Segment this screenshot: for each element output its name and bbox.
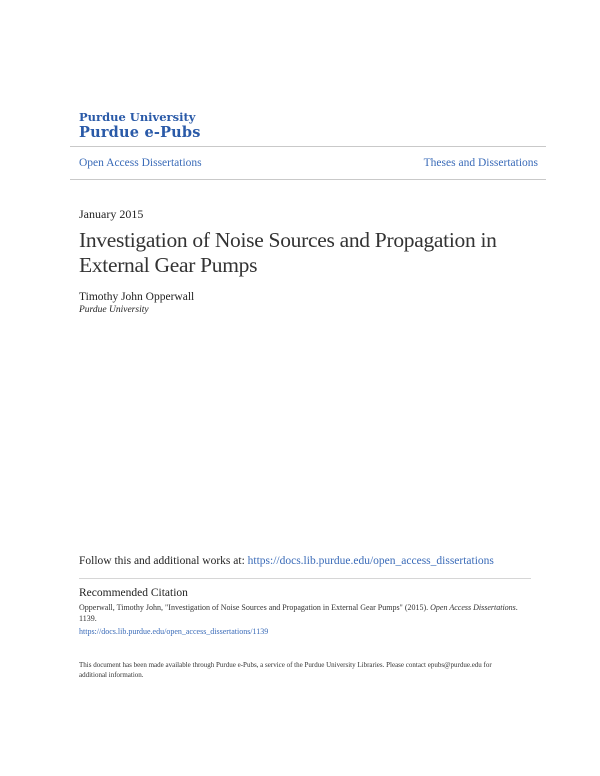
follow-line — [79, 555, 494, 567]
open-access-dissertations-link[interactable]: Open Access Dissertations — [79, 157, 202, 169]
availability-notice: This document has been made available through Purdue e-Pubs, a service of the Purdue University Libraries. Please contact epubs@purdue.edu for additional information. — [79, 661, 492, 679]
citation-link[interactable]: https://docs.lib.purdue.edu/open_access_dissertations/1139 — [79, 627, 269, 636]
theses-and-dissertations-link[interactable]: Theses and Dissertations — [423, 157, 538, 169]
citation-text — [79, 603, 529, 624]
repository-name[interactable]: Purdue e-Pubs — [79, 124, 201, 141]
header-bottom-divider — [70, 179, 546, 180]
author-affiliation: Purdue University — [79, 305, 149, 315]
citation-number: . 1139. — [79, 603, 518, 623]
header-top-divider — [70, 146, 546, 147]
citation-divider — [79, 578, 531, 579]
publication-date: January 2015 — [79, 207, 144, 221]
author-name: Timothy John Opperwall — [79, 291, 195, 303]
citation-main: Opperwall, Timothy John, "Investigation of Noise Sources and Propagation in External Gear Pumps" (2015). — [79, 603, 431, 612]
document-title: Investigation of Noise Sources and Propagation in External Gear Pumps — [79, 228, 497, 277]
university-name: Purdue University — [79, 110, 196, 124]
header — [79, 110, 201, 142]
follow-text: Follow this and additional works at: — [79, 555, 245, 567]
citation-series: Open Access Dissertations — [430, 603, 516, 612]
citation-heading: Recommended Citation — [79, 587, 188, 599]
collection-link[interactable]: https://docs.lib.purdue.edu/open_access_dissertations — [247, 555, 494, 567]
